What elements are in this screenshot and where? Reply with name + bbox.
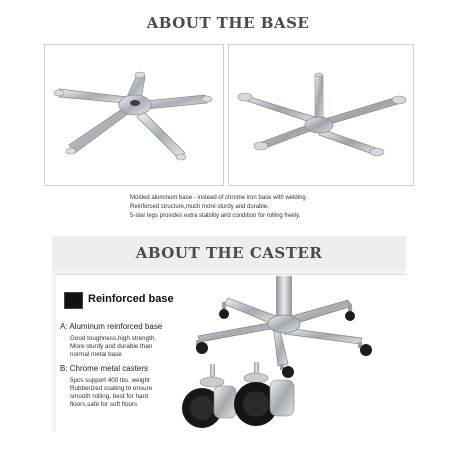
feature-b-line-2: Rubberized coating to ensure bbox=[70, 385, 153, 392]
feature-b-line-3: smooth rolling, best for hard bbox=[70, 393, 149, 400]
feature-b-line-4: floors,safe for soft floors bbox=[70, 401, 138, 408]
caster-section-title: ABOUT THE CASTER bbox=[135, 244, 323, 262]
feature-a-heading: A: Aluminum reinforced base bbox=[60, 322, 163, 331]
base-description-line-2: Reinforced structure,much more sturdy and durable. bbox=[130, 204, 269, 210]
aluminum-base-top-view-illustration bbox=[45, 45, 223, 185]
square-bullet-icon bbox=[64, 292, 83, 309]
feature-b-heading: B: Chrome metal casters bbox=[60, 364, 149, 373]
base-angled-view-image bbox=[228, 44, 414, 186]
feature-a-line-1: Good toughness,high strength. bbox=[70, 335, 157, 342]
reinforced-base-label: Reinforced base bbox=[88, 293, 174, 305]
aluminum-base-angled-view-illustration bbox=[229, 45, 413, 185]
feature-a-line-2: More sturdy and durable than bbox=[70, 343, 153, 350]
chair-base-with-casters-illustration bbox=[172, 276, 406, 434]
caster-and-base-image bbox=[172, 276, 406, 434]
base-section-title: ABOUT THE BASE bbox=[146, 14, 310, 32]
base-top-view-image bbox=[44, 44, 224, 186]
base-description-line-1: Molded aluminum base - instead of chrome iron base with welding . bbox=[130, 195, 310, 201]
feature-b-line-1: 5pcs support 400 lbs. weight bbox=[70, 377, 150, 384]
base-description-line-3: 5-star legs provides extra stability and condition for rolling freely. bbox=[130, 213, 301, 219]
feature-a-line-3: normal metal base bbox=[70, 351, 122, 358]
